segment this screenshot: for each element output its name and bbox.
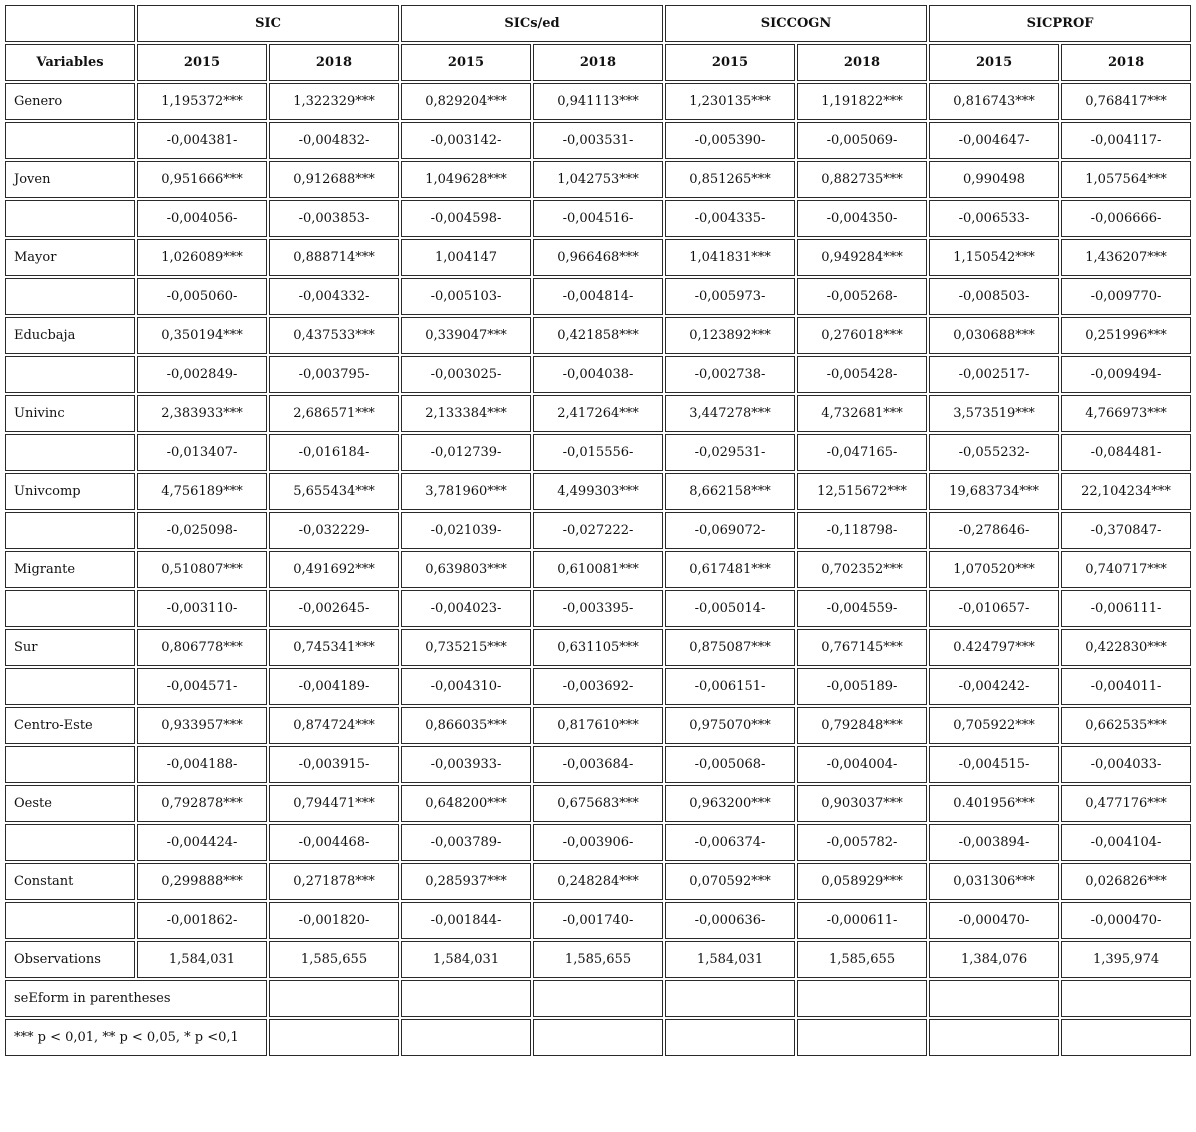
value-cell: -0,003906-: [533, 824, 663, 861]
row-label: [5, 122, 135, 159]
value-cell: 1,584,031: [137, 941, 267, 978]
value-cell: -0,032229-: [269, 512, 399, 549]
value-cell: 1,195372***: [137, 83, 267, 120]
value-cell: -0,004117-: [1061, 122, 1191, 159]
value-cell: 0,874724***: [269, 707, 399, 744]
value-cell: 0,070592***: [665, 863, 795, 900]
row-label: [5, 356, 135, 393]
value-cell: -0,025098-: [137, 512, 267, 549]
value-cell: 1,049628***: [401, 161, 531, 198]
group-header-row: [5, 5, 1191, 42]
value-cell: -0,004332-: [269, 278, 399, 315]
value-cell: 0,806778***: [137, 629, 267, 666]
value-cell: 0,990498: [929, 161, 1059, 198]
std-error-row: [5, 824, 1191, 861]
corner-cell: [5, 5, 135, 42]
value-cell: -0,000636-: [665, 902, 795, 939]
std-error-row: [5, 512, 1191, 549]
empty-cell: [269, 1019, 399, 1056]
note-row: [5, 1019, 1191, 1056]
value-cell: -0,000470-: [929, 902, 1059, 939]
value-cell: 0.401956***: [929, 785, 1059, 822]
value-cell: -0,004350-: [797, 200, 927, 237]
value-cell: -0,003531-: [533, 122, 663, 159]
value-cell: -0,003142-: [401, 122, 531, 159]
coefficient-row: [5, 83, 1191, 120]
value-cell: 0,350194***: [137, 317, 267, 354]
value-cell: 0,030688***: [929, 317, 1059, 354]
row-label: Observations: [5, 941, 135, 978]
value-cell: -0,004647-: [929, 122, 1059, 159]
row-label: Constant: [5, 863, 135, 900]
value-cell: -0,004515-: [929, 746, 1059, 783]
value-cell: -0,009494-: [1061, 356, 1191, 393]
coefficient-row: [5, 473, 1191, 510]
year-header: 2018: [533, 44, 663, 81]
value-cell: 0,875087***: [665, 629, 795, 666]
row-label: Sur: [5, 629, 135, 666]
empty-cell: [401, 1019, 531, 1056]
value-cell: -0,004335-: [665, 200, 795, 237]
empty-cell: [929, 980, 1059, 1017]
value-cell: -0,003789-: [401, 824, 531, 861]
std-error-row: [5, 122, 1191, 159]
value-cell: -0,004011-: [1061, 668, 1191, 705]
value-cell: -0,004832-: [269, 122, 399, 159]
value-cell: 1,070520***: [929, 551, 1059, 588]
value-cell: 1,041831***: [665, 239, 795, 276]
variables-header: Variables: [5, 44, 135, 81]
value-cell: -0,004033-: [1061, 746, 1191, 783]
value-cell: -0,004188-: [137, 746, 267, 783]
value-cell: -0,003853-: [269, 200, 399, 237]
coefficient-row: [5, 941, 1191, 978]
value-cell: 4,732681***: [797, 395, 927, 432]
value-cell: 0,617481***: [665, 551, 795, 588]
empty-cell: [1061, 980, 1191, 1017]
value-cell: 0,705922***: [929, 707, 1059, 744]
value-cell: 0,768417***: [1061, 83, 1191, 120]
value-cell: -0,004310-: [401, 668, 531, 705]
value-cell: -0,005060-: [137, 278, 267, 315]
value-cell: -0,005390-: [665, 122, 795, 159]
coefficient-row: [5, 161, 1191, 198]
value-cell: -0,004559-: [797, 590, 927, 627]
value-cell: 0,792848***: [797, 707, 927, 744]
value-cell: 0,631105***: [533, 629, 663, 666]
value-cell: -0,047165-: [797, 434, 927, 471]
row-label: [5, 668, 135, 705]
std-error-row: [5, 356, 1191, 393]
value-cell: -0,016184-: [269, 434, 399, 471]
value-cell: -0,021039-: [401, 512, 531, 549]
empty-cell: [665, 1019, 795, 1056]
value-cell: -0,006151-: [665, 668, 795, 705]
value-cell: -0,012739-: [401, 434, 531, 471]
value-cell: -0,001862-: [137, 902, 267, 939]
year-header: 2015: [929, 44, 1059, 81]
value-cell: -0,003915-: [269, 746, 399, 783]
empty-cell: [665, 980, 795, 1017]
value-cell: 0,491692***: [269, 551, 399, 588]
value-cell: 1,191822***: [797, 83, 927, 120]
value-cell: 0,903037***: [797, 785, 927, 822]
value-cell: 0,058929***: [797, 863, 927, 900]
value-cell: -0,005068-: [665, 746, 795, 783]
value-cell: 4,499303***: [533, 473, 663, 510]
std-error-row: [5, 590, 1191, 627]
value-cell: -0,003025-: [401, 356, 531, 393]
value-cell: -0,000611-: [797, 902, 927, 939]
value-cell: 0,675683***: [533, 785, 663, 822]
value-cell: 1,395,974: [1061, 941, 1191, 978]
value-cell: -0,004023-: [401, 590, 531, 627]
value-cell: -0,004381-: [137, 122, 267, 159]
value-cell: 5,655434***: [269, 473, 399, 510]
value-cell: 0,941113***: [533, 83, 663, 120]
year-header-row: [5, 44, 1191, 81]
value-cell: 0,963200***: [665, 785, 795, 822]
regression-table: [3, 3, 1193, 1058]
value-cell: -0,003894-: [929, 824, 1059, 861]
value-cell: 1,585,655: [797, 941, 927, 978]
value-cell: -0,004814-: [533, 278, 663, 315]
value-cell: 0,285937***: [401, 863, 531, 900]
value-cell: -0,084481-: [1061, 434, 1191, 471]
row-label: [5, 746, 135, 783]
row-label: Migrante: [5, 551, 135, 588]
value-cell: 0,648200***: [401, 785, 531, 822]
std-error-row: [5, 746, 1191, 783]
value-cell: 0,510807***: [137, 551, 267, 588]
empty-cell: [401, 980, 531, 1017]
std-error-row: [5, 200, 1191, 237]
row-label: Oeste: [5, 785, 135, 822]
group-header-siccogn: SICCOGN: [665, 5, 927, 42]
value-cell: 0,437533***: [269, 317, 399, 354]
value-cell: 22,104234***: [1061, 473, 1191, 510]
value-cell: 0,662535***: [1061, 707, 1191, 744]
value-cell: 0,251996***: [1061, 317, 1191, 354]
std-error-row: [5, 668, 1191, 705]
empty-cell: [533, 1019, 663, 1056]
empty-cell: [533, 980, 663, 1017]
value-cell: -0,005069-: [797, 122, 927, 159]
value-cell: 0,851265***: [665, 161, 795, 198]
value-cell: 1,585,655: [269, 941, 399, 978]
value-cell: 0,829204***: [401, 83, 531, 120]
value-cell: 1,585,655: [533, 941, 663, 978]
value-cell: -0,278646-: [929, 512, 1059, 549]
value-cell: 0,866035***: [401, 707, 531, 744]
std-error-row: [5, 434, 1191, 471]
value-cell: 1,584,031: [665, 941, 795, 978]
value-cell: -0,001740-: [533, 902, 663, 939]
value-cell: 0,767145***: [797, 629, 927, 666]
value-cell: 0,477176***: [1061, 785, 1191, 822]
row-label: Genero: [5, 83, 135, 120]
value-cell: 0,951666***: [137, 161, 267, 198]
row-label: [5, 824, 135, 861]
value-cell: 0,026826***: [1061, 863, 1191, 900]
row-label: [5, 512, 135, 549]
value-cell: 3,573519***: [929, 395, 1059, 432]
empty-cell: [1061, 1019, 1191, 1056]
value-cell: -0,002645-: [269, 590, 399, 627]
value-cell: 0,276018***: [797, 317, 927, 354]
value-cell: 0,792878***: [137, 785, 267, 822]
row-label: [5, 200, 135, 237]
value-cell: -0,005782-: [797, 824, 927, 861]
value-cell: -0,006374-: [665, 824, 795, 861]
value-cell: 3,781960***: [401, 473, 531, 510]
group-header-sicprof: SICPROF: [929, 5, 1191, 42]
empty-cell: [269, 980, 399, 1017]
year-header: 2015: [137, 44, 267, 81]
value-cell: 0,735215***: [401, 629, 531, 666]
value-cell: -0,004598-: [401, 200, 531, 237]
coefficient-row: [5, 863, 1191, 900]
value-cell: -0,370847-: [1061, 512, 1191, 549]
row-label: Univcomp: [5, 473, 135, 510]
value-cell: -0,002738-: [665, 356, 795, 393]
value-cell: 1,322329***: [269, 83, 399, 120]
value-cell: -0,002517-: [929, 356, 1059, 393]
row-label: Univinc: [5, 395, 135, 432]
row-label: [5, 902, 135, 939]
group-header-sic: SIC: [137, 5, 399, 42]
value-cell: 0,248284***: [533, 863, 663, 900]
empty-cell: [797, 1019, 927, 1056]
value-cell: -0,004038-: [533, 356, 663, 393]
value-cell: -0,013407-: [137, 434, 267, 471]
coefficient-row: [5, 707, 1191, 744]
value-cell: -0,009770-: [1061, 278, 1191, 315]
value-cell: -0,004242-: [929, 668, 1059, 705]
value-cell: -0,004516-: [533, 200, 663, 237]
row-label: Mayor: [5, 239, 135, 276]
value-cell: 0,299888***: [137, 863, 267, 900]
value-cell: 0,421858***: [533, 317, 663, 354]
value-cell: -0,069072-: [665, 512, 795, 549]
value-cell: -0,001844-: [401, 902, 531, 939]
note-parentheses: seEform in parentheses: [5, 980, 267, 1017]
value-cell: 1,230135***: [665, 83, 795, 120]
value-cell: -0,003684-: [533, 746, 663, 783]
value-cell: -0,006533-: [929, 200, 1059, 237]
value-cell: 1,042753***: [533, 161, 663, 198]
value-cell: -0,015556-: [533, 434, 663, 471]
value-cell: 0,966468***: [533, 239, 663, 276]
value-cell: 4,756189***: [137, 473, 267, 510]
value-cell: -0,005973-: [665, 278, 795, 315]
value-cell: -0,004104-: [1061, 824, 1191, 861]
value-cell: -0,004468-: [269, 824, 399, 861]
row-label: [5, 434, 135, 471]
year-header: 2015: [401, 44, 531, 81]
value-cell: 0,975070***: [665, 707, 795, 744]
value-cell: 0,794471***: [269, 785, 399, 822]
value-cell: 1,584,031: [401, 941, 531, 978]
value-cell: -0,008503-: [929, 278, 1059, 315]
row-label: [5, 278, 135, 315]
value-cell: -0,004056-: [137, 200, 267, 237]
value-cell: -0,003395-: [533, 590, 663, 627]
value-cell: 1,026089***: [137, 239, 267, 276]
value-cell: -0,005014-: [665, 590, 795, 627]
value-cell: -0,000470-: [1061, 902, 1191, 939]
value-cell: 0,339047***: [401, 317, 531, 354]
year-header: 2015: [665, 44, 795, 81]
value-cell: -0,003692-: [533, 668, 663, 705]
value-cell: 1,004147: [401, 239, 531, 276]
value-cell: -0,006666-: [1061, 200, 1191, 237]
year-header: 2018: [269, 44, 399, 81]
coefficient-row: [5, 551, 1191, 588]
value-cell: 0,740717***: [1061, 551, 1191, 588]
value-cell: 0,271878***: [269, 863, 399, 900]
value-cell: -0,004571-: [137, 668, 267, 705]
value-cell: -0,118798-: [797, 512, 927, 549]
value-cell: -0,003795-: [269, 356, 399, 393]
value-cell: 3,447278***: [665, 395, 795, 432]
value-cell: 0,912688***: [269, 161, 399, 198]
row-label: Centro-Este: [5, 707, 135, 744]
value-cell: 0,610081***: [533, 551, 663, 588]
year-header: 2018: [1061, 44, 1191, 81]
value-cell: 0,949284***: [797, 239, 927, 276]
value-cell: -0,005268-: [797, 278, 927, 315]
table-body: [5, 83, 1191, 978]
empty-cell: [797, 980, 927, 1017]
value-cell: 2,686571***: [269, 395, 399, 432]
value-cell: 4,766973***: [1061, 395, 1191, 432]
coefficient-row: [5, 239, 1191, 276]
value-cell: 0,816743***: [929, 83, 1059, 120]
row-label: [5, 590, 135, 627]
row-label: Educbaja: [5, 317, 135, 354]
value-cell: 0,702352***: [797, 551, 927, 588]
year-header: 2018: [797, 44, 927, 81]
value-cell: -0,003933-: [401, 746, 531, 783]
value-cell: -0,027222-: [533, 512, 663, 549]
row-label: Joven: [5, 161, 135, 198]
value-cell: -0,005189-: [797, 668, 927, 705]
std-error-row: [5, 278, 1191, 315]
value-cell: -0,006111-: [1061, 590, 1191, 627]
value-cell: 0.424797***: [929, 629, 1059, 666]
value-cell: 12,515672***: [797, 473, 927, 510]
value-cell: 1,150542***: [929, 239, 1059, 276]
value-cell: -0,005103-: [401, 278, 531, 315]
value-cell: 8,662158***: [665, 473, 795, 510]
value-cell: 0,817610***: [533, 707, 663, 744]
value-cell: -0,055232-: [929, 434, 1059, 471]
empty-cell: [929, 1019, 1059, 1056]
value-cell: -0,002849-: [137, 356, 267, 393]
value-cell: 0,123892***: [665, 317, 795, 354]
group-header-sics-ed: SICs/ed: [401, 5, 663, 42]
value-cell: 1,384,076: [929, 941, 1059, 978]
value-cell: -0,029531-: [665, 434, 795, 471]
note-significance: *** p < 0,01, ** p < 0,05, * p <0,1: [5, 1019, 267, 1056]
value-cell: -0,004424-: [137, 824, 267, 861]
value-cell: -0,001820-: [269, 902, 399, 939]
value-cell: 0,639803***: [401, 551, 531, 588]
value-cell: 0,422830***: [1061, 629, 1191, 666]
value-cell: 0,882735***: [797, 161, 927, 198]
coefficient-row: [5, 395, 1191, 432]
value-cell: 19,683734***: [929, 473, 1059, 510]
note-row: [5, 980, 1191, 1017]
value-cell: 0,031306***: [929, 863, 1059, 900]
coefficient-row: [5, 629, 1191, 666]
value-cell: 2,383933***: [137, 395, 267, 432]
coefficient-row: [5, 785, 1191, 822]
value-cell: -0,004189-: [269, 668, 399, 705]
value-cell: 1,057564***: [1061, 161, 1191, 198]
value-cell: 2,417264***: [533, 395, 663, 432]
value-cell: -0,003110-: [137, 590, 267, 627]
value-cell: 0,933957***: [137, 707, 267, 744]
value-cell: -0,005428-: [797, 356, 927, 393]
value-cell: 0,745341***: [269, 629, 399, 666]
std-error-row: [5, 902, 1191, 939]
value-cell: 1,436207***: [1061, 239, 1191, 276]
value-cell: -0,010657-: [929, 590, 1059, 627]
value-cell: 0,888714***: [269, 239, 399, 276]
value-cell: -0,004004-: [797, 746, 927, 783]
coefficient-row: [5, 317, 1191, 354]
value-cell: 2,133384***: [401, 395, 531, 432]
